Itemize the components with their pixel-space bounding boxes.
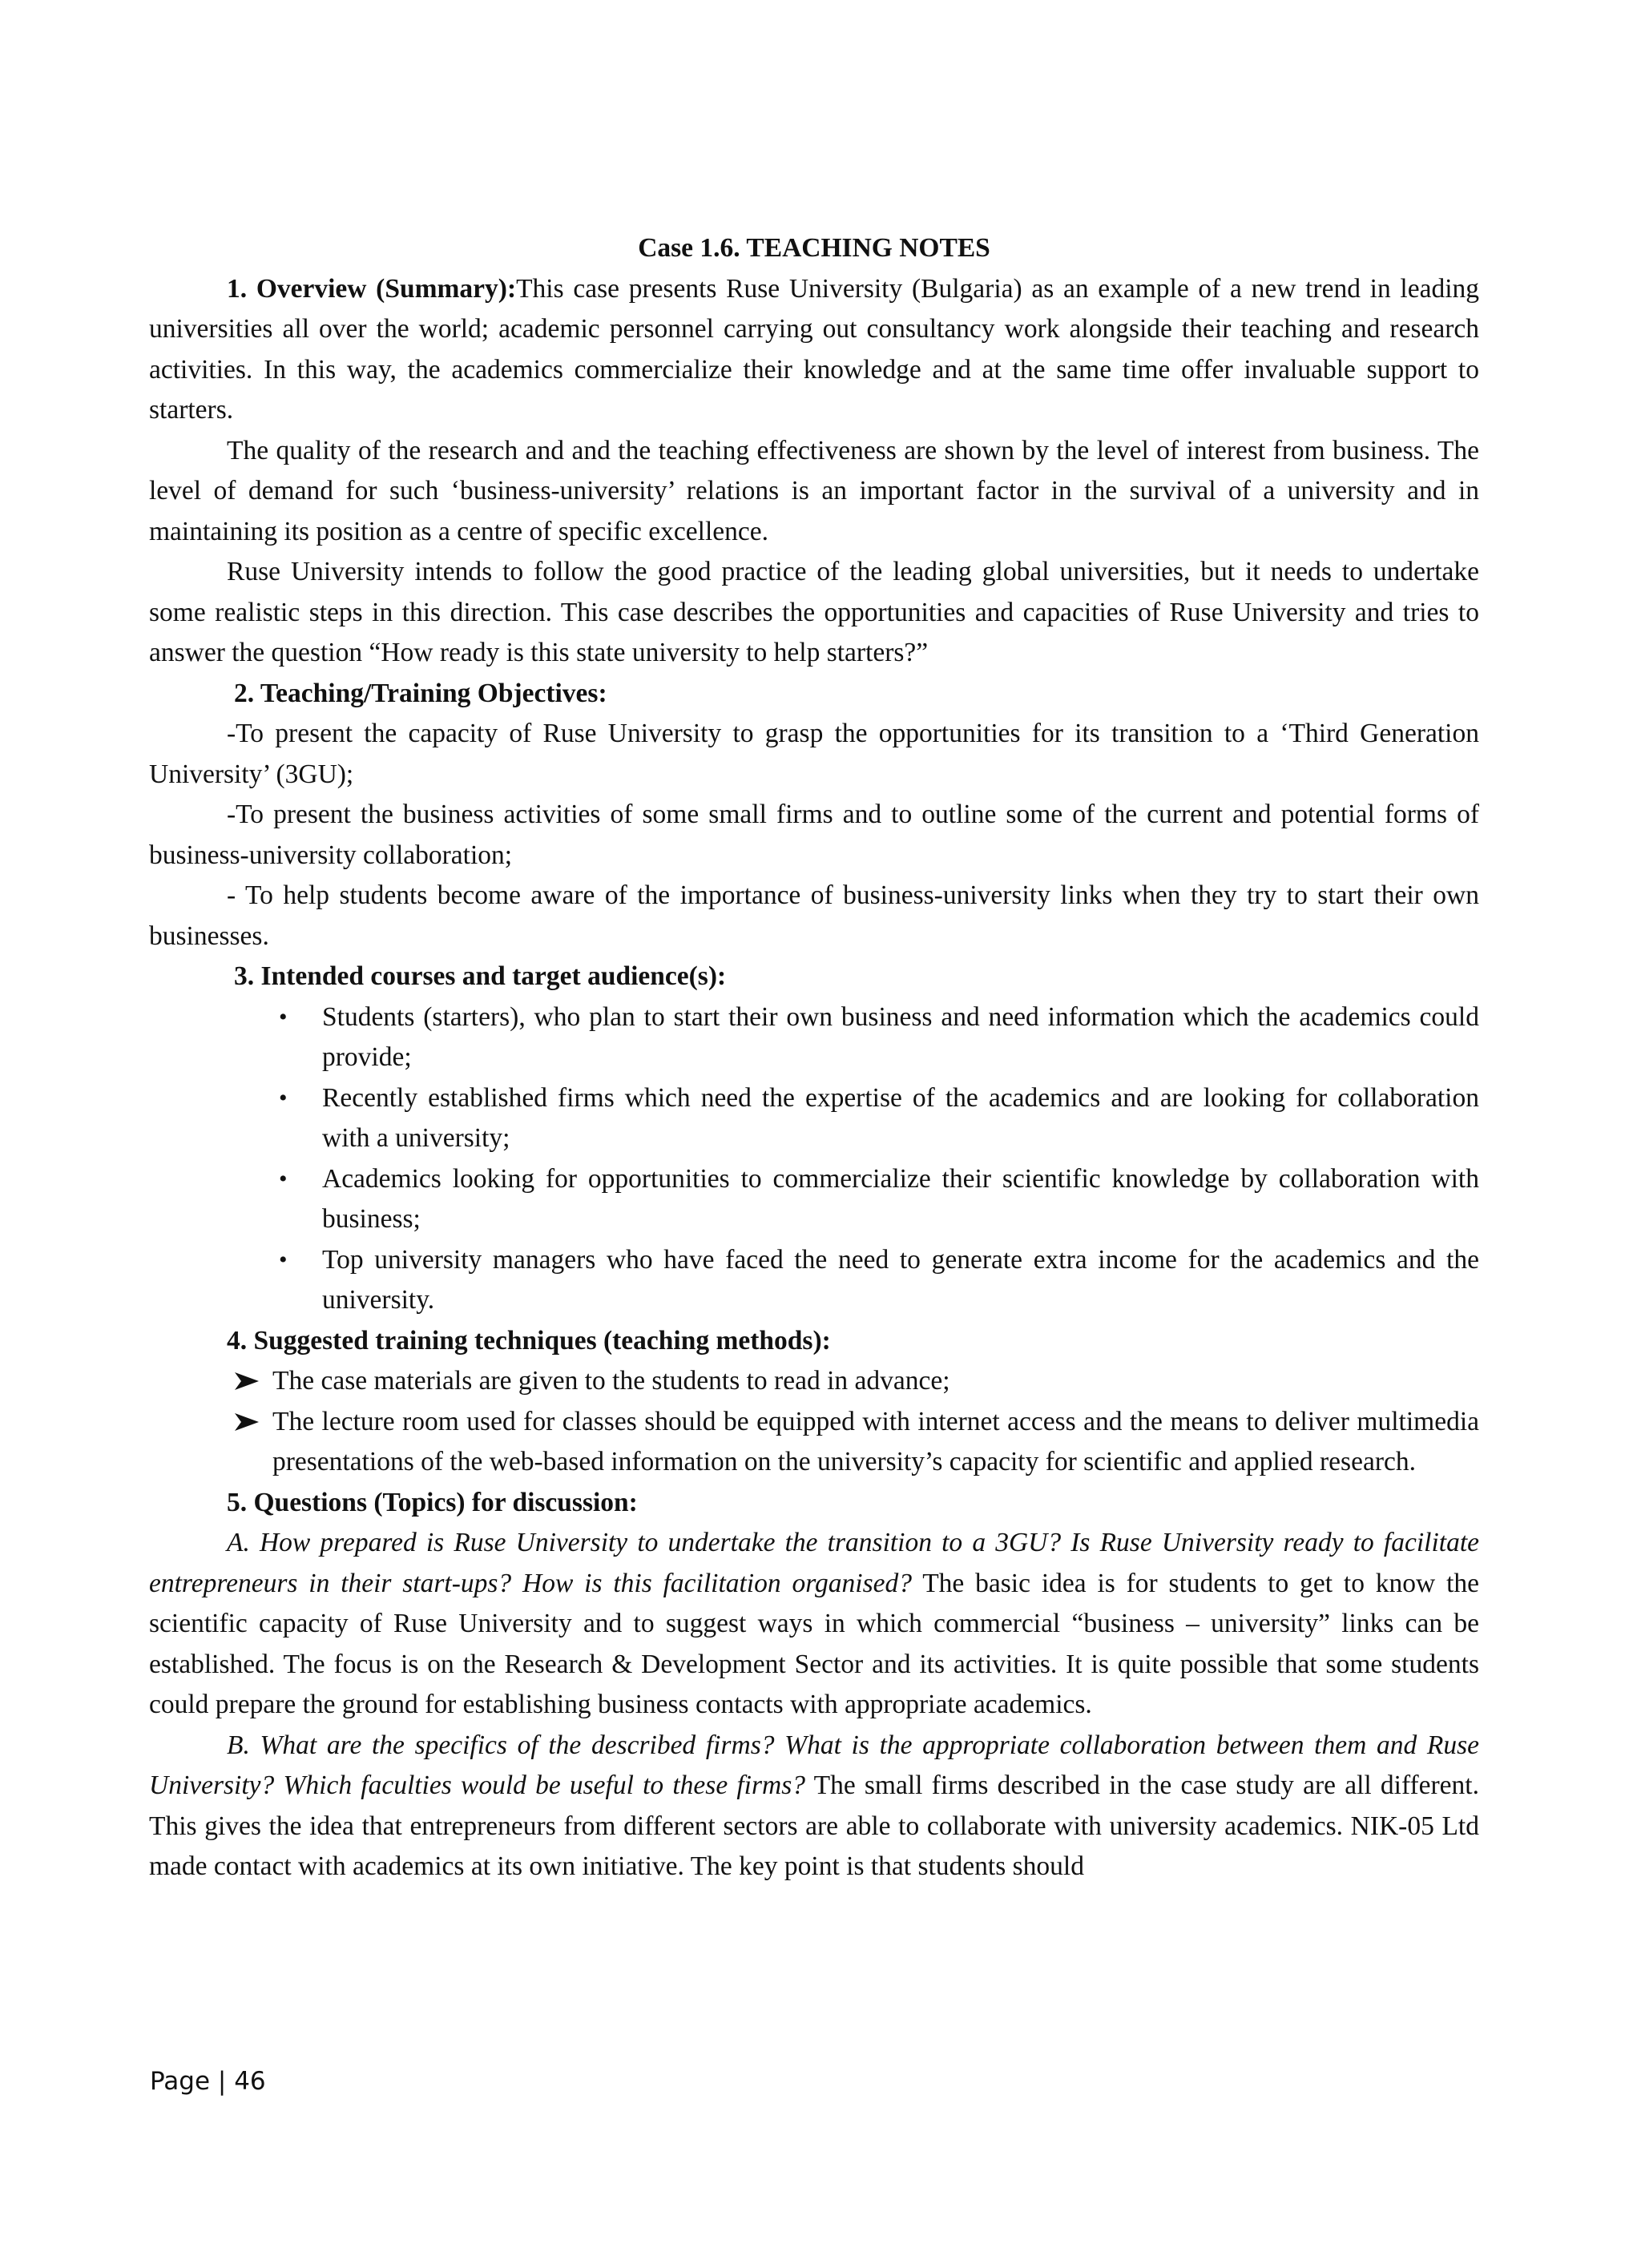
audience-list-item	[149, 1078, 1479, 1159]
techniques-item-text: The case materials are given to the students to read in advance;	[272, 1366, 950, 1396]
audience-item-text: Recently established firms which need the expertise of the academics and are looking for collaboration with a university;	[322, 1082, 1479, 1153]
techniques-list	[149, 1361, 1479, 1483]
bullet-icon: •	[279, 1165, 288, 1192]
objectives-heading: 2. Teaching/Training Objectives:	[234, 678, 607, 708]
overview-paragraph-1	[149, 269, 1479, 431]
question-a-text: A. How prepared is Ruse University to undertake the transition to a 3GU? Is Ruse University ready to facilitate entrepreneurs in their start-ups? How is this facilitation organised?	[149, 1528, 1479, 1598]
questions-heading: 5. Questions (Topics) for discussion:	[227, 1487, 638, 1517]
audience-heading: 3. Intended courses and target audience(s):	[234, 961, 727, 991]
question-a-paragraph	[149, 1523, 1479, 1726]
techniques-item-text: The lecture room used for classes should be equipped with internet access and the means to deliver multimedia presentations of the web-based information on the university’s capacity for scientific and applied research.	[272, 1406, 1479, 1476]
audience-list-item	[149, 997, 1479, 1078]
bullet-icon: •	[279, 1003, 288, 1030]
audience-item-text: Students (starters), who plan to start their own business and need information which the academics could provide;	[322, 1001, 1479, 1072]
bullet-icon: •	[279, 1246, 288, 1273]
overview-paragraph-3: Ruse University intends to follow the good practice of the leading global universities, but it needs to undertake some realistic steps in this direction. This case describes the opportunities and capacities of Ruse University and tries to answer the question “How ready is this state university to help starters?”	[149, 557, 1479, 667]
audience-list-item	[149, 1159, 1479, 1240]
techniques-list-item	[149, 1402, 1479, 1483]
audience-list	[149, 997, 1479, 1321]
overview-heading: 1. Overview (Summary):	[227, 273, 517, 304]
audience-item-text: Academics looking for opportunities to commercialize their scientific knowledge by collaboration with business;	[322, 1163, 1479, 1234]
objective-item: - To help students become aware of the importance of business-university links when they try to start their own businesses.	[149, 880, 1479, 951]
arrow-bullet-icon	[232, 1361, 264, 1401]
page-footer: Page | 46	[150, 2067, 266, 2096]
question-b-answer: The small firms described in the case study are all different. This gives the idea that entrepreneurs from different sectors are able to collaborate with university academics. NIK-05 Ltd made contact with academics at its own initiative. The key point is that students should	[149, 1770, 1479, 1881]
audience-list-item	[149, 1240, 1479, 1321]
techniques-list-item	[149, 1361, 1479, 1402]
page-title: Case 1.6. TEACHING NOTES	[638, 233, 990, 263]
techniques-heading: 4. Suggested training techniques (teaching methods):	[227, 1325, 831, 1356]
objective-item: -To present the capacity of Ruse University to grasp the opportunities for its transition to a ‘Third Generation University’ (3GU);	[149, 719, 1479, 789]
overview-text-1: This case presents Ruse University (Bulgaria) as an example of a new trend in leading universities all over the world; academic personnel carrying out consultancy work alongside their teaching and research activities. In this way, the academics commercialize their knowledge and at the same time offer invaluable support to starters.	[149, 273, 1479, 425]
audience-item-text: Top university managers who have faced the need to generate extra income for the academics and the university.	[322, 1244, 1479, 1315]
objective-item: -To present the business activities of some small firms and to outline some of the current and potential forms of business-university collaboration;	[149, 800, 1479, 870]
question-b-text: B. What are the specifics of the described firms? What is the appropriate collaboration between them and Ruse University? Which faculties would be useful to these firms?	[149, 1730, 1479, 1800]
bullet-icon: •	[279, 1084, 288, 1111]
question-b-paragraph	[149, 1726, 1479, 1887]
arrow-bullet-icon	[232, 1402, 264, 1442]
question-a-answer: The basic idea is for students to get to know the scientific capacity of Ruse University and to suggest ways in which commercial “business – university” links can be established. The focus is on the Research & Development Sector and its activities. It is quite possible that some students could prepare the ground for establishing business contacts with appropriate academics.	[149, 1568, 1480, 1719]
overview-paragraph-2: The quality of the research and and the teaching effectiveness are shown by the level of interest from business. The level of demand for such ‘business-university’ relations is an important factor in the survival of a university and in maintaining its position as a centre of specific excellence.	[149, 435, 1479, 546]
page-content	[149, 228, 1479, 1887]
